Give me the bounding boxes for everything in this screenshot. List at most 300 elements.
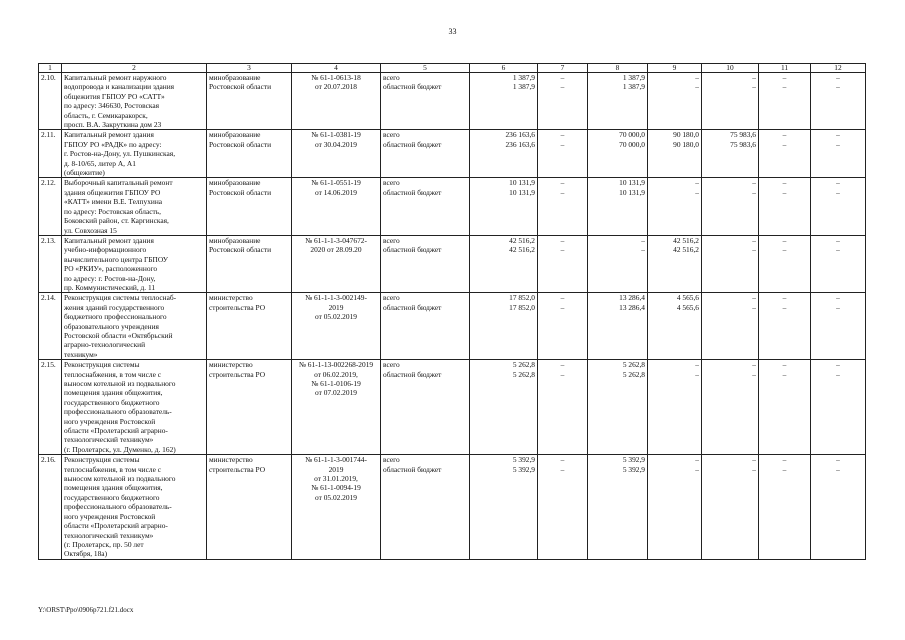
col-12-value-cell (811, 455, 866, 559)
funding-source-line: областной бюджет (383, 139, 442, 149)
col-7-value-cell (538, 455, 588, 559)
expertise-doc-line: от 30.04.2019 (315, 139, 357, 149)
table-row (39, 360, 866, 455)
expertise-doc-cell (292, 130, 381, 178)
total-value-line: 10 131,9 (509, 187, 535, 197)
expertise-doc-line: от 14.06.2019 (315, 187, 357, 197)
table-body (39, 73, 866, 560)
col-11-value-line: – (782, 130, 787, 140)
expertise-doc-line: № 61-1-0551-19 (311, 178, 361, 188)
expertise-doc-line: от 07.02.2019 (315, 388, 357, 398)
col-9-value-cell (648, 360, 702, 455)
col-8-value-line: 10 131,9 (619, 178, 645, 188)
col-7-value-cell (538, 293, 588, 360)
funding-source-cell (381, 178, 470, 235)
header-col-9: 9 (648, 64, 702, 73)
project-name-line: технологический техникум» (64, 435, 154, 445)
project-name-cell (62, 235, 207, 292)
col-12-value-cell (811, 293, 866, 360)
col-8-value-line: 13 286,4 (619, 293, 645, 303)
col-10-value-line: – (752, 464, 756, 474)
total-value-line: 42 516,2 (509, 245, 535, 255)
col-10-value-line: – (752, 360, 756, 370)
project-name-line: образовательного учреждения (64, 321, 159, 331)
col-11-value-line: – (782, 302, 787, 312)
total-value-cell (470, 455, 538, 559)
project-name-line: (общежитие) (64, 168, 105, 178)
responsible-org-cell (207, 455, 292, 559)
funding-source-line: областной бюджет (383, 245, 442, 255)
funding-source-cell (381, 360, 470, 455)
responsible-org-cell (207, 178, 292, 235)
project-name-line: Октября, 18а) (64, 549, 108, 559)
responsible-org-cell (207, 130, 292, 178)
col-9-value-line: 90 180,0 (673, 139, 699, 149)
col-11-value-line: – (782, 187, 787, 197)
project-name-line: помещения здания общежития, (64, 388, 163, 398)
header-col-11: 11 (759, 64, 811, 73)
funding-source-line: всего (383, 235, 400, 245)
col-7-value-cell (538, 130, 588, 178)
col-10-value-line: – (752, 455, 756, 465)
funding-source-line: всего (383, 73, 400, 82)
col-12-value-line: – (836, 178, 840, 188)
col-7-value-cell (538, 360, 588, 455)
col-12-value-line: – (836, 369, 840, 379)
funding-source-cell (381, 293, 470, 360)
responsible-org-cell (207, 360, 292, 455)
project-name-line: выносом котельной из подвального (64, 379, 176, 388)
responsible-org-cell (207, 235, 292, 292)
funding-source-line: областной бюджет (383, 302, 442, 312)
project-name-line: теплоснабжения, в том числе с (64, 369, 162, 379)
col-10-value-line: – (752, 82, 756, 92)
col-11-value-line: – (782, 178, 787, 188)
col-8-value-line: 1 387,9 (622, 82, 645, 92)
funding-source-line: областной бюджет (383, 187, 442, 197)
responsible-org-line: министерство (209, 360, 253, 370)
project-name-line: государственного бюджетного (64, 492, 160, 502)
expertise-doc-cell (292, 235, 381, 292)
col-12-value-line: – (836, 139, 840, 149)
expertise-doc-cell (292, 73, 381, 130)
table-row (39, 235, 866, 292)
expertise-doc-line: № 61-1-0613-18 (311, 73, 361, 82)
col-7-value-cell (538, 73, 588, 130)
col-10-value-line: – (752, 73, 756, 82)
col-8-value-cell (588, 235, 648, 292)
expertise-doc-cell (292, 455, 381, 559)
project-name-line: техникум» (64, 349, 98, 359)
funding-source-line: всего (383, 360, 400, 370)
funding-source-line: всего (383, 130, 400, 140)
col-9-value-cell (648, 178, 702, 235)
total-value-cell (470, 73, 538, 130)
expertise-doc-line: 2019 (328, 464, 344, 474)
header-row (39, 64, 866, 73)
col-7-value-cell (538, 178, 588, 235)
col-8-value-line: 5 392,9 (622, 455, 645, 465)
header-col-3: 3 (207, 64, 292, 73)
total-value-cell (470, 360, 538, 455)
col-7-value-line: – (560, 369, 565, 379)
col-8-value-line: – (641, 245, 645, 255)
project-name-line: области «Пролетарский аграрно- (64, 426, 168, 436)
header-col-6: 6 (470, 64, 538, 73)
col-9-value-line: – (695, 369, 699, 379)
col-10-value-cell (702, 360, 759, 455)
col-12-value-cell (811, 130, 866, 178)
project-name-line: по адресу: 346630, Ростовская (64, 101, 160, 111)
col-11-value-line: – (782, 369, 787, 379)
page-number: 33 (448, 27, 457, 36)
project-name-line: водопровода и канализации здания (64, 82, 175, 92)
project-name-line: жения зданий государственного (64, 302, 165, 312)
col-7-value-line: – (560, 360, 565, 370)
project-name-line: «КАТТ» имени В.Е. Телпухина (64, 197, 163, 207)
col-10-value-cell (702, 455, 759, 559)
expertise-doc-line: от 05.02.2019 (315, 492, 357, 502)
funding-source-line: областной бюджет (383, 82, 442, 92)
responsible-org-line: строительства РО (209, 369, 266, 379)
project-name-line: здания общежития ГБПОУ РО (64, 187, 161, 197)
col-11-value-cell (759, 235, 811, 292)
col-9-value-line: 42 516,2 (673, 235, 699, 245)
funding-source-line: всего (383, 455, 400, 465)
col-10-value-line: – (752, 187, 756, 197)
col-9-value-line: – (695, 73, 699, 82)
expertise-doc-line: 2020 от 28.09.20 (310, 245, 362, 255)
header-col-12: 12 (811, 64, 866, 73)
expertise-doc-line: от 05.02.2019 (315, 312, 357, 322)
project-name-line: Реконструкция системы теплоснаб- (64, 293, 177, 303)
project-name-line: по адресу: Ростовская область, (64, 206, 161, 216)
col-9-value-cell (648, 73, 702, 130)
col-11-value-cell (759, 73, 811, 130)
col-9-value-line: 4 565,6 (676, 293, 699, 303)
header-col-5: 5 (381, 64, 470, 73)
col-7-value-cell (538, 235, 588, 292)
col-9-value-cell (648, 293, 702, 360)
responsible-org-line: министерство (209, 293, 253, 303)
col-12-value-line: – (836, 73, 840, 82)
row-number-cell: 2.10. (39, 73, 62, 130)
col-10-value-line: 75 983,6 (730, 139, 756, 149)
col-12-value-line: – (836, 235, 840, 245)
col-11-value-line: – (782, 139, 787, 149)
col-9-value-line: – (695, 178, 699, 188)
project-name-line: (г. Пролетарск, пр. 50 лет (64, 539, 144, 549)
total-value-line: 17 852,0 (509, 293, 535, 303)
project-name-line: выносом котельной из подвального (64, 474, 176, 484)
col-8-value-line: 5 262,8 (622, 360, 645, 370)
project-name-line: д. 8-10/65, литер А, А1 (64, 158, 136, 168)
funding-source-line: всего (383, 293, 400, 303)
col-7-value-line: – (560, 82, 565, 92)
document-table (38, 63, 866, 560)
col-9-value-line: – (695, 82, 699, 92)
expertise-doc-line: № 61-1-1-3-047672- (305, 235, 367, 245)
project-name-line: Капитальный ремонт здания (64, 235, 154, 245)
col-9-value-line: – (695, 360, 699, 370)
responsible-org-line: Ростовской области (209, 187, 272, 197)
project-name-line: область, г. Семикаракорск, (64, 110, 148, 120)
responsible-org-line: минобразование (209, 130, 261, 140)
col-8-value-line: 10 131,9 (619, 187, 645, 197)
col-11-value-line: – (782, 235, 787, 245)
project-name-cell (62, 178, 207, 235)
project-name-line: общежития ГБПОУ РО «САТТ» (64, 91, 165, 101)
col-7-value-line: – (560, 73, 565, 82)
project-name-cell (62, 455, 207, 559)
col-9-value-line: 90 180,0 (673, 130, 699, 140)
total-value-line: 236 163,6 (505, 139, 535, 149)
row-number-cell: 2.13. (39, 235, 62, 292)
col-11-value-cell (759, 360, 811, 455)
col-8-value-line: 1 387,9 (622, 73, 645, 82)
expertise-doc-line: № 61-1-0094-19 (311, 483, 361, 493)
col-11-value-line: – (782, 360, 787, 370)
responsible-org-line: министерство (209, 455, 253, 465)
project-name-line: ГБПОУ РО «РАДК» по адресу: (64, 139, 162, 149)
expertise-doc-line: № 61-1-13-002268-2019 (298, 360, 374, 370)
col-8-value-line: 5 262,8 (622, 369, 645, 379)
col-8-value-cell (588, 455, 648, 559)
expertise-doc-cell (292, 360, 381, 455)
col-8-value-cell (588, 360, 648, 455)
col-7-value-line: – (560, 455, 565, 465)
header-col-4: 4 (292, 64, 381, 73)
col-9-value-cell (648, 455, 702, 559)
col-7-value-line: – (560, 130, 565, 140)
footer-filename: Y:\ORST\Ppo\0906p721.f21.docx (38, 606, 134, 614)
col-10-value-cell (702, 130, 759, 178)
expertise-doc-cell (292, 178, 381, 235)
project-name-line: бюджетного профессионального (64, 312, 167, 322)
col-8-value-line: 13 286,4 (619, 302, 645, 312)
responsible-org-line: Ростовской области (209, 139, 272, 149)
total-value-cell (470, 293, 538, 360)
project-name-line: ного учреждения Ростовской (64, 511, 156, 521)
project-name-cell (62, 130, 207, 178)
responsible-org-line: минобразование (209, 235, 261, 245)
col-12-value-cell (811, 73, 866, 130)
col-8-value-cell (588, 73, 648, 130)
col-12-value-cell (811, 235, 866, 292)
responsible-org-cell (207, 293, 292, 360)
table-row (39, 178, 866, 235)
table-row (39, 455, 866, 559)
col-8-value-line: 70 000,0 (619, 130, 645, 140)
project-name-line: по адресу: г. Ростов-на-Дону, (64, 273, 156, 283)
col-11-value-cell (759, 130, 811, 178)
col-7-value-line: – (560, 245, 565, 255)
col-12-value-line: – (836, 130, 840, 140)
funding-source-line: областной бюджет (383, 464, 442, 474)
col-10-value-line: – (752, 293, 756, 303)
total-value-line: 1 387,9 (512, 73, 535, 82)
funding-source-line: областной бюджет (383, 369, 442, 379)
col-8-value-cell (588, 178, 648, 235)
col-8-value-line: – (641, 235, 645, 245)
row-number-cell: 2.11. (39, 130, 62, 178)
col-12-value-line: – (836, 245, 840, 255)
col-10-value-line: – (752, 302, 756, 312)
header-col-2: 2 (62, 64, 207, 73)
project-name-line: ного учреждения Ростовской (64, 416, 156, 426)
project-name-line: профессионального образователь- (64, 407, 172, 417)
col-10-value-cell (702, 178, 759, 235)
total-value-line: 236 163,6 (505, 130, 535, 140)
col-10-value-line: – (752, 245, 756, 255)
row-number-cell: 2.14. (39, 293, 62, 360)
project-name-line: Ростовской области «Октябрьский (64, 330, 173, 340)
project-name-line: Реконструкция системы (64, 455, 140, 465)
col-11-value-cell (759, 178, 811, 235)
col-12-value-line: – (836, 293, 840, 303)
total-value-line: 5 392,9 (512, 455, 535, 465)
responsible-org-line: минобразование (209, 178, 261, 188)
col-12-value-cell (811, 360, 866, 455)
total-value-line: 5 262,8 (512, 369, 535, 379)
project-name-line: аграрно-технологический (64, 340, 146, 350)
total-value-line: 1 387,9 (512, 82, 535, 92)
expertise-doc-line: от 31.01.2019, (314, 474, 358, 484)
project-name-cell (62, 73, 207, 130)
table-row (39, 293, 866, 360)
expertise-doc-cell (292, 293, 381, 360)
project-name-line: г. Ростов-на-Дону, ул. Пушкинская, (64, 149, 176, 159)
expertise-doc-line: от 20.07.2018 (315, 82, 357, 92)
col-10-value-line: – (752, 235, 756, 245)
total-value-line: 10 131,9 (509, 178, 535, 188)
col-9-value-line: 42 516,2 (673, 245, 699, 255)
project-name-line: пр. Коммунистический, д. 11 (64, 282, 156, 292)
project-name-line: помещения здания общежития, (64, 483, 163, 493)
col-10-value-line: – (752, 178, 756, 188)
row-number-cell: 2.16. (39, 455, 62, 559)
project-name-line: области «Пролетарский аграрно- (64, 521, 168, 531)
col-11-value-cell (759, 293, 811, 360)
col-9-value-cell (648, 130, 702, 178)
project-name-line: Выборочный капитальный ремонт (64, 178, 173, 188)
col-12-value-cell (811, 178, 866, 235)
total-value-line: 42 516,2 (509, 235, 535, 245)
responsible-org-line: строительства РО (209, 302, 266, 312)
col-7-value-line: – (560, 464, 565, 474)
project-name-line: технологический техникум» (64, 530, 154, 540)
col-11-value-line: – (782, 464, 787, 474)
project-name-line: вычислительного центра ГБПОУ (64, 254, 169, 264)
col-7-value-line: – (560, 293, 565, 303)
project-name-line: государственного бюджетного (64, 397, 160, 407)
expertise-doc-line: № 61-1-1-3-002149- (305, 293, 367, 303)
col-10-value-cell (702, 293, 759, 360)
col-9-value-line: – (695, 187, 699, 197)
col-10-value-line: – (752, 369, 756, 379)
header-col-8: 8 (588, 64, 648, 73)
col-10-value-cell (702, 73, 759, 130)
expertise-doc-line: 2019 (328, 302, 344, 312)
total-value-cell (470, 235, 538, 292)
col-12-value-line: – (836, 187, 840, 197)
header-col-10: 10 (702, 64, 759, 73)
total-value-line: 17 852,0 (509, 302, 535, 312)
col-9-value-line: – (695, 464, 699, 474)
col-8-value-cell (588, 130, 648, 178)
col-9-value-line: – (695, 455, 699, 465)
col-12-value-line: – (836, 82, 840, 92)
col-10-value-cell (702, 235, 759, 292)
expertise-doc-line: № 61-1-0106-19 (311, 379, 361, 388)
total-value-line: 5 262,8 (512, 360, 535, 370)
col-8-value-line: 70 000,0 (619, 139, 645, 149)
funding-source-cell (381, 73, 470, 130)
col-12-value-line: – (836, 464, 840, 474)
col-7-value-line: – (560, 235, 565, 245)
responsible-org-line: Ростовской области (209, 82, 272, 92)
col-10-value-line: 75 983,6 (730, 130, 756, 140)
project-name-line: учебно-информационного (64, 245, 147, 255)
col-12-value-line: – (836, 360, 840, 370)
project-name-line: ул. Совхозная 15 (64, 225, 117, 235)
row-number-cell: 2.15. (39, 360, 62, 455)
table-row (39, 130, 866, 178)
col-7-value-line: – (560, 178, 565, 188)
funding-source-cell (381, 130, 470, 178)
project-name-line: Реконструкция системы (64, 360, 140, 370)
col-11-value-line: – (782, 455, 787, 465)
responsible-org-line: Ростовской области (209, 245, 272, 255)
header-col-7: 7 (538, 64, 588, 73)
responsible-org-line: строительства РО (209, 464, 266, 474)
col-12-value-line: – (836, 455, 840, 465)
col-11-value-line: – (782, 82, 787, 92)
col-8-value-cell (588, 293, 648, 360)
header-col-1: 1 (39, 64, 62, 73)
project-name-line: профессионального образователь- (64, 502, 172, 512)
project-name-line: Капитальный ремонт наружного (64, 73, 167, 82)
row-number-cell: 2.12. (39, 178, 62, 235)
total-value-cell (470, 130, 538, 178)
project-name-line: Капитальный ремонт здания (64, 130, 154, 140)
col-8-value-line: 5 392,9 (622, 464, 645, 474)
col-12-value-line: – (836, 302, 840, 312)
funding-source-cell (381, 455, 470, 559)
col-9-value-line: 4 565,6 (676, 302, 699, 312)
col-11-value-cell (759, 455, 811, 559)
project-name-cell (62, 360, 207, 455)
project-name-line: (г. Пролетарск, ул. Думенко, д. 162) (64, 444, 176, 454)
col-7-value-line: – (560, 302, 565, 312)
expertise-doc-line: № 61-1-0381-19 (311, 130, 361, 140)
total-value-cell (470, 178, 538, 235)
expertise-doc-line: № 61-1-1-3-001744- (305, 455, 367, 465)
responsible-org-line: минобразование (209, 73, 261, 82)
project-name-line: Боковский район, ст. Каргинская, (64, 216, 169, 226)
funding-source-line: всего (383, 178, 400, 188)
col-7-value-line: – (560, 187, 565, 197)
col-11-value-line: – (782, 245, 787, 255)
project-name-line: РО «РКИУ», расположенного (64, 264, 158, 274)
expertise-doc-line: от 06.02.2019, (314, 369, 358, 379)
col-7-value-line: – (560, 139, 565, 149)
project-name-line: просп. В.А. Закруткина дом 23 (64, 120, 162, 130)
col-11-value-line: – (782, 293, 787, 303)
responsible-org-cell (207, 73, 292, 130)
col-9-value-cell (648, 235, 702, 292)
funding-source-cell (381, 235, 470, 292)
